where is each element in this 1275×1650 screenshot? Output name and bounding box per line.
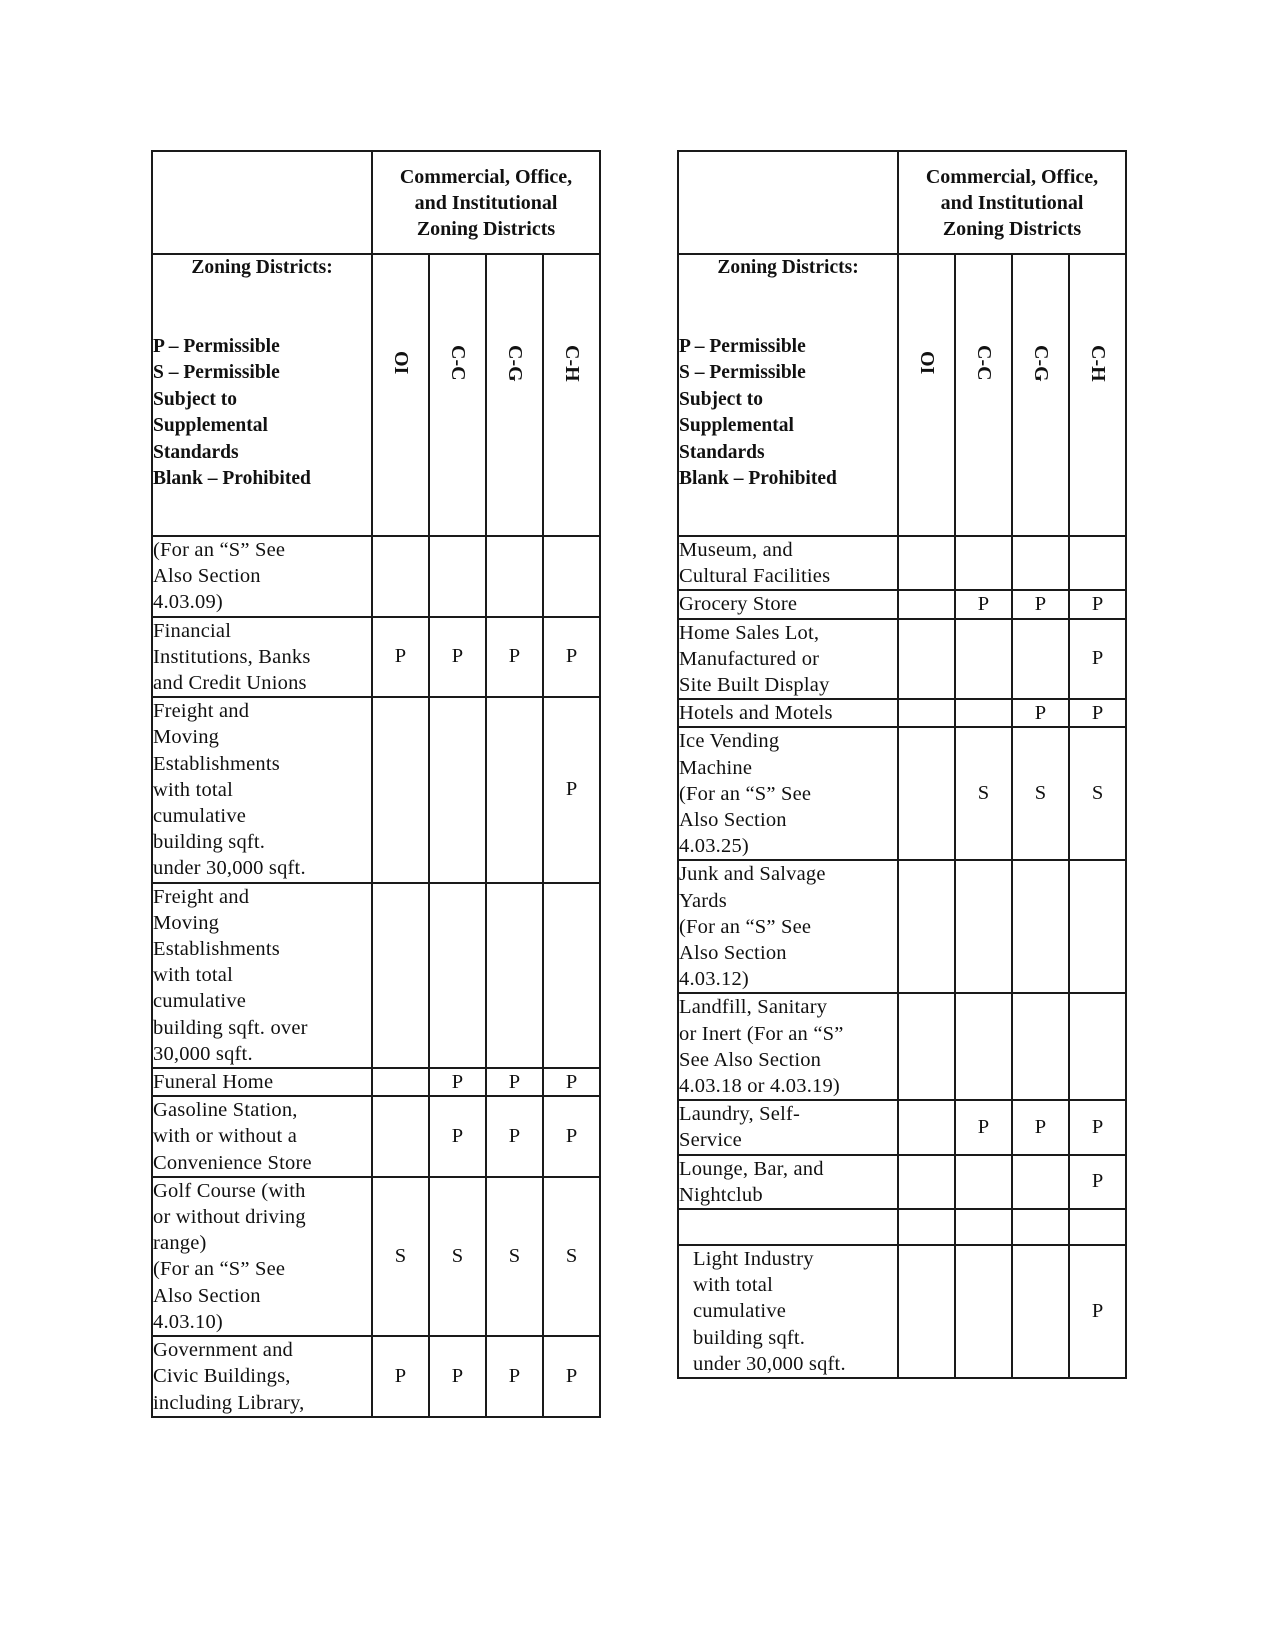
district-value: P	[955, 1100, 1012, 1154]
legend-line: P – Permissible	[153, 335, 280, 357]
district-value: P	[955, 590, 1012, 618]
district-value: P	[372, 617, 429, 698]
legend-line: Supplemental	[679, 415, 794, 436]
district-value	[1012, 993, 1069, 1100]
legend-title: Zoning Districts:	[191, 257, 333, 278]
district-label: C-H	[561, 344, 584, 382]
district-value	[898, 1245, 955, 1378]
table-row	[678, 993, 1126, 1100]
legend-line: Supplemental	[153, 415, 268, 436]
table-row	[678, 619, 1126, 700]
district-value	[955, 699, 1012, 727]
blank-header-cell	[152, 151, 372, 254]
district-label: C-H	[1087, 344, 1110, 382]
district-value: P	[1069, 699, 1126, 727]
legend-line: S – Permissible	[679, 362, 806, 383]
use-label: Junk and Salvage Yards (For an “S” See Also Section 4.03.12)	[678, 860, 898, 993]
table-row	[678, 727, 1126, 860]
district-value	[1069, 1209, 1126, 1245]
district-value	[543, 883, 600, 1068]
use-label: Freight and Moving Establishments with total cumulative building sqft. over 30,000 sqft.	[152, 883, 372, 1068]
legend-line: Subject to	[153, 388, 237, 410]
district-header-oi	[898, 254, 955, 536]
district-value	[898, 590, 955, 618]
district-value: S	[372, 1177, 429, 1336]
district-value: P	[543, 1336, 600, 1417]
legend-cell	[152, 254, 372, 536]
district-value: S	[1069, 727, 1126, 860]
table-row	[678, 1100, 1126, 1154]
district-header-row	[152, 254, 600, 536]
table-row	[152, 1336, 600, 1417]
district-value	[898, 1155, 955, 1209]
district-value: P	[1012, 699, 1069, 727]
district-value: P	[1069, 1100, 1126, 1154]
district-value	[898, 619, 955, 700]
use-label: Lounge, Bar, and Nightclub	[678, 1155, 898, 1209]
group-header-row	[678, 151, 1126, 254]
table-row	[152, 1096, 600, 1177]
district-label: C-C	[973, 345, 995, 381]
group-title	[372, 151, 600, 254]
use-label: (For an “S” See Also Section 4.03.09)	[152, 536, 372, 617]
group-title-line: and Institutional	[414, 191, 558, 214]
district-value	[955, 1155, 1012, 1209]
district-value: P	[1069, 619, 1126, 700]
legend-cell	[678, 254, 898, 536]
district-value: P	[429, 617, 486, 698]
district-value	[955, 536, 1012, 590]
district-value	[898, 727, 955, 860]
zoning-table-right	[677, 150, 1127, 1379]
district-value	[1012, 860, 1069, 993]
use-label: Grocery Store	[678, 590, 898, 618]
table-row	[152, 1177, 600, 1336]
district-value: P	[1069, 1155, 1126, 1209]
use-label: Golf Course (with or without driving range) (For an “S” See Also Section 4.03.10)	[152, 1177, 372, 1336]
district-value: P	[1069, 1245, 1126, 1378]
district-value	[955, 1245, 1012, 1378]
use-label: Landfill, Sanitary or Inert (For an “S” See Also Section 4.03.18 or 4.03.19)	[678, 993, 898, 1100]
district-value: P	[1012, 1100, 1069, 1154]
group-header-row	[152, 151, 600, 254]
district-value	[955, 619, 1012, 700]
table-row	[152, 536, 600, 617]
district-value	[1069, 860, 1126, 993]
district-value: P	[486, 1068, 543, 1096]
district-value: S	[1012, 727, 1069, 860]
legend-title: Zoning Districts:	[717, 257, 859, 278]
blank-header-cell	[678, 151, 898, 254]
district-value: P	[429, 1068, 486, 1096]
district-header-c-c	[429, 254, 486, 536]
district-value	[429, 697, 486, 882]
district-value: P	[486, 617, 543, 698]
district-value	[1012, 619, 1069, 700]
district-value	[955, 860, 1012, 993]
use-label: Light Industry with total cumulative building sqft. under 30,000 sqft.	[678, 1245, 898, 1378]
district-label: OI	[390, 351, 412, 375]
district-header-c-h	[543, 254, 600, 536]
district-value	[898, 699, 955, 727]
use-label: Government and Civic Buildings, including Library,	[152, 1336, 372, 1417]
district-value	[429, 536, 486, 617]
use-label: Financial Institutions, Banks and Credit Unions	[152, 617, 372, 698]
district-value	[372, 697, 429, 882]
district-value	[1012, 536, 1069, 590]
district-header-row	[678, 254, 1126, 536]
district-value: S	[955, 727, 1012, 860]
use-label: Museum, and Cultural Facilities	[678, 536, 898, 590]
district-label: C-C	[447, 345, 469, 381]
district-header-oi	[372, 254, 429, 536]
district-label: C-G	[1030, 344, 1052, 382]
group-title-line: Commercial, Office,	[925, 165, 1099, 188]
group-title	[898, 151, 1126, 254]
district-value	[898, 1209, 955, 1245]
table-row	[678, 1245, 1126, 1378]
legend-line: Subject to	[679, 388, 763, 410]
use-label: Laundry, Self- Service	[678, 1100, 898, 1154]
group-title-line: Zoning Districts	[416, 217, 556, 240]
district-value: P	[543, 1068, 600, 1096]
district-label: OI	[916, 351, 938, 375]
district-value	[486, 536, 543, 617]
district-value: S	[486, 1177, 543, 1336]
table-row	[678, 590, 1126, 618]
table-row	[152, 617, 600, 698]
district-value	[429, 883, 486, 1068]
district-value: P	[543, 697, 600, 882]
use-label	[678, 1209, 898, 1245]
table-row	[678, 536, 1126, 590]
district-header-c-g	[486, 254, 543, 536]
district-value	[898, 860, 955, 993]
district-value: P	[1012, 590, 1069, 618]
district-value	[543, 536, 600, 617]
table-row	[152, 883, 600, 1068]
use-label: Funeral Home	[152, 1068, 372, 1096]
district-value: P	[1069, 590, 1126, 618]
district-value	[1069, 993, 1126, 1100]
district-value	[898, 536, 955, 590]
use-label: Ice Vending Machine (For an “S” See Also Section 4.03.25)	[678, 727, 898, 860]
table-row	[678, 1209, 1126, 1245]
district-value: P	[372, 1336, 429, 1417]
legend-line: Standards	[679, 441, 765, 463]
zoning-table-left	[151, 150, 601, 1418]
group-title-line: Commercial, Office,	[399, 165, 573, 188]
district-header-c-c	[955, 254, 1012, 536]
district-value: P	[486, 1096, 543, 1177]
legend-line: Blank – Prohibited	[153, 468, 311, 489]
district-value: P	[429, 1096, 486, 1177]
district-value	[1069, 536, 1126, 590]
group-title-line: Zoning Districts	[942, 217, 1082, 240]
district-value	[955, 1209, 1012, 1245]
district-value	[1012, 1245, 1069, 1378]
legend-line: S – Permissible	[153, 362, 280, 383]
table-row	[678, 860, 1126, 993]
use-label: Home Sales Lot, Manufactured or Site Built Display	[678, 619, 898, 700]
district-value	[372, 1068, 429, 1096]
use-label: Gasoline Station, with or without a Convenience Store	[152, 1096, 372, 1177]
table-row	[678, 699, 1126, 727]
district-value	[372, 536, 429, 617]
legend-line: Blank – Prohibited	[679, 468, 837, 489]
district-value: P	[543, 617, 600, 698]
use-label: Hotels and Motels	[678, 699, 898, 727]
district-value	[486, 697, 543, 882]
district-value	[486, 883, 543, 1068]
district-header-c-g	[1012, 254, 1069, 536]
use-label: Freight and Moving Establishments with total cumulative building sqft. under 30,000 sqft.	[152, 697, 372, 882]
district-value: S	[429, 1177, 486, 1336]
district-header-c-h	[1069, 254, 1126, 536]
district-value: P	[543, 1096, 600, 1177]
district-value	[955, 993, 1012, 1100]
district-label: C-G	[504, 344, 526, 382]
district-value	[1012, 1155, 1069, 1209]
district-value	[372, 1096, 429, 1177]
legend-line: Standards	[153, 441, 239, 463]
district-value: P	[429, 1336, 486, 1417]
district-value	[1012, 1209, 1069, 1245]
district-value	[372, 883, 429, 1068]
table-row	[678, 1155, 1126, 1209]
district-value	[898, 1100, 955, 1154]
group-title-line: and Institutional	[940, 191, 1084, 214]
table-row	[152, 1068, 600, 1096]
district-value	[898, 993, 955, 1100]
district-value: S	[543, 1177, 600, 1336]
legend-line: P – Permissible	[679, 335, 806, 357]
table-row	[152, 697, 600, 882]
district-value: P	[486, 1336, 543, 1417]
